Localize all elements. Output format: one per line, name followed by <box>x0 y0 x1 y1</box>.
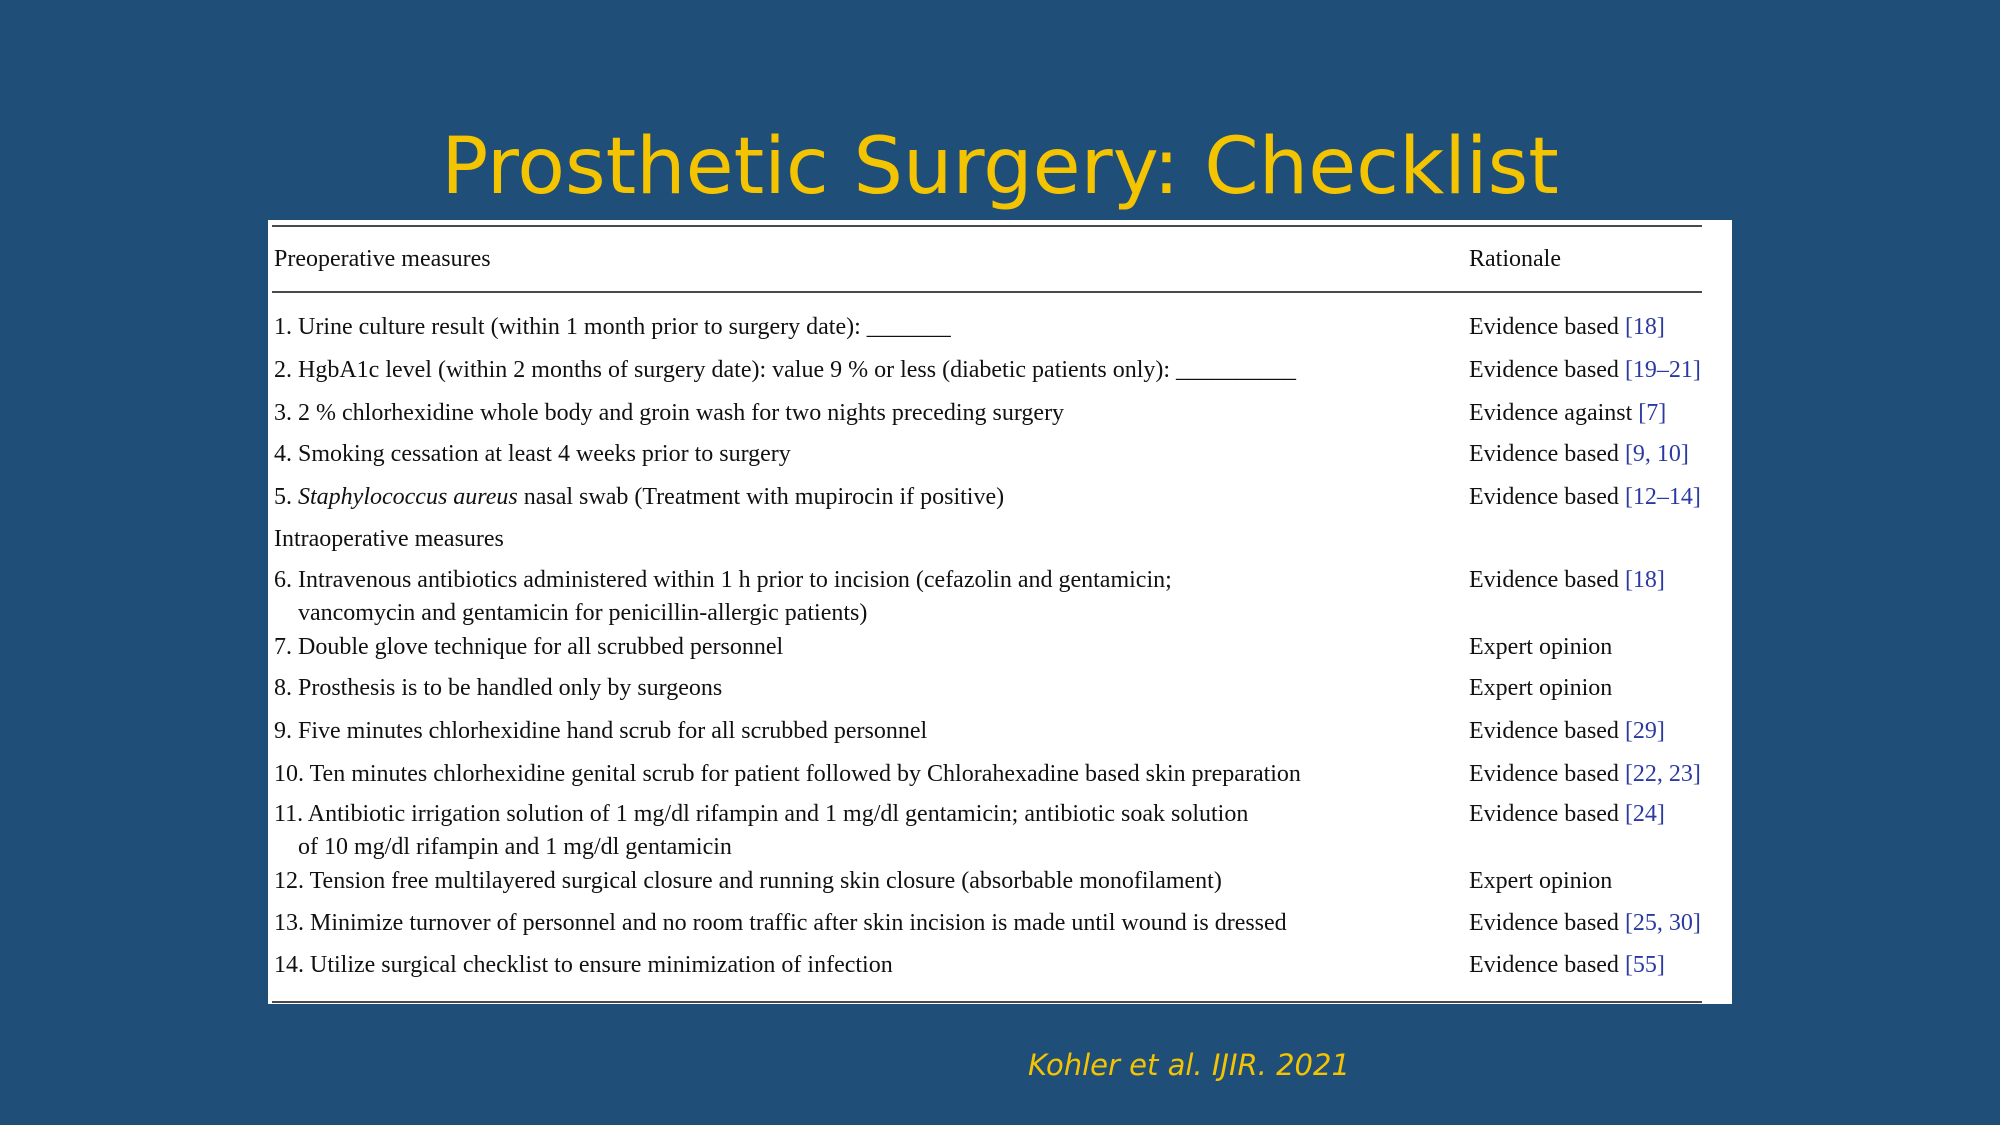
header-measures: Preoperative measures <box>274 246 491 272</box>
measure-number: 5. <box>274 484 298 510</box>
rationale-9 <box>1469 714 1665 748</box>
measure-8: 8. Prosthesis is to be handled only by surgeons <box>274 675 723 701</box>
rationale-14 <box>1469 948 1665 982</box>
reference-link[interactable]: [24] <box>1624 801 1665 827</box>
reference-link[interactable]: [18] <box>1624 567 1665 593</box>
measure-14: 14. Utilize surgical checklist to ensure minimization of infection <box>274 952 893 978</box>
rationale-12: Expert opinion <box>1469 868 1613 894</box>
measure-10: 10. Ten minutes chlorhexidine genital scrub for patient followed by Chlorahexadine based skin preparation <box>274 761 1301 787</box>
section-intraoperative: Intraoperative measures <box>274 526 504 552</box>
measure-3: 3. 2 % chlorhexidine whole body and groin wash for two nights preceding surgery <box>274 400 1065 426</box>
measure-1: 1. Urine culture result (within 1 month prior to surgery date): _______ <box>274 314 951 340</box>
reference-link[interactable]: [22, 23] <box>1624 761 1701 787</box>
rationale-2 <box>1469 353 1701 387</box>
measure-11: 11. Antibiotic irrigation solution of 1 mg/dl rifampin and 1 mg/dl gentamicin; antibiotic soak solution <box>274 801 1249 827</box>
rationale-6 <box>1469 563 1665 597</box>
source-citation: Kohler et al. IJIR. 2021 <box>1028 1048 1350 1082</box>
table-bottom-rule <box>272 1001 1702 1003</box>
organism-name: Staphylococcus aureus <box>298 484 518 510</box>
reference-link[interactable]: [12–14] <box>1624 484 1701 510</box>
measure-6: 6. Intravenous antibiotics administered within 1 h prior to incision (cefazolin and gentamicin; <box>274 567 1172 593</box>
measure-4: 4. Smoking cessation at least 4 weeks prior to surgery <box>274 441 791 467</box>
rationale-1 <box>1469 310 1665 344</box>
measure-text: nasal swab (Treatment with mupirocin if positive) <box>517 484 1005 510</box>
rationale-3 <box>1469 396 1666 430</box>
header-rationale: Rationale <box>1469 246 1561 272</box>
rationale-text: Evidence against <box>1469 400 1639 426</box>
rationale-7: Expert opinion <box>1469 634 1613 660</box>
rationale-text: Evidence based <box>1469 484 1625 510</box>
rationale-11 <box>1469 797 1665 831</box>
slide-title: Prosthetic Surgery: Checklist <box>441 122 1559 212</box>
rationale-text: Evidence based <box>1469 910 1625 936</box>
reference-link[interactable]: [9, 10] <box>1624 441 1689 467</box>
checklist-table <box>268 220 1732 1004</box>
measure-12: 12. Tension free multilayered surgical closure and running skin closure (absorbable monofilament) <box>274 868 1222 894</box>
measure-9: 9. Five minutes chlorhexidine hand scrub for all scrubbed personnel <box>274 718 928 744</box>
reference-link[interactable]: [19–21] <box>1624 357 1701 383</box>
rationale-10 <box>1469 757 1701 791</box>
measure-6-continued: vancomycin and gentamicin for penicillin-allergic patients) <box>298 600 868 626</box>
reference-link[interactable]: [18] <box>1624 314 1665 340</box>
rationale-8: Expert opinion <box>1469 675 1613 701</box>
measure-7: 7. Double glove technique for all scrubbed personnel <box>274 634 784 660</box>
rationale-text: Evidence based <box>1469 718 1625 744</box>
measure-13: 13. Minimize turnover of personnel and no room traffic after skin incision is made until wound is dressed <box>274 910 1287 936</box>
measure-2: 2. HgbA1c level (within 2 months of surgery date): value 9 % or less (diabetic patients only): __________ <box>274 357 1297 383</box>
rationale-text: Evidence based <box>1469 761 1625 787</box>
rationale-13 <box>1469 906 1701 940</box>
measure-11-continued: of 10 mg/dl rifampin and 1 mg/dl gentamicin <box>298 834 732 860</box>
reference-link[interactable]: [25, 30] <box>1624 910 1701 936</box>
measure-5 <box>274 480 1004 514</box>
rationale-text: Evidence based <box>1469 314 1625 340</box>
rationale-text: Evidence based <box>1469 801 1625 827</box>
table-top-rule <box>272 225 1702 227</box>
rationale-5 <box>1469 480 1701 514</box>
reference-link[interactable]: [7] <box>1638 400 1667 426</box>
rationale-4 <box>1469 437 1689 471</box>
rationale-text: Evidence based <box>1469 441 1625 467</box>
rationale-text: Evidence based <box>1469 567 1625 593</box>
rationale-text: Evidence based <box>1469 952 1625 978</box>
reference-link[interactable]: [55] <box>1624 952 1665 978</box>
reference-link[interactable]: [29] <box>1624 718 1665 744</box>
rationale-text: Evidence based <box>1469 357 1625 383</box>
table-header-rule <box>272 291 1702 293</box>
